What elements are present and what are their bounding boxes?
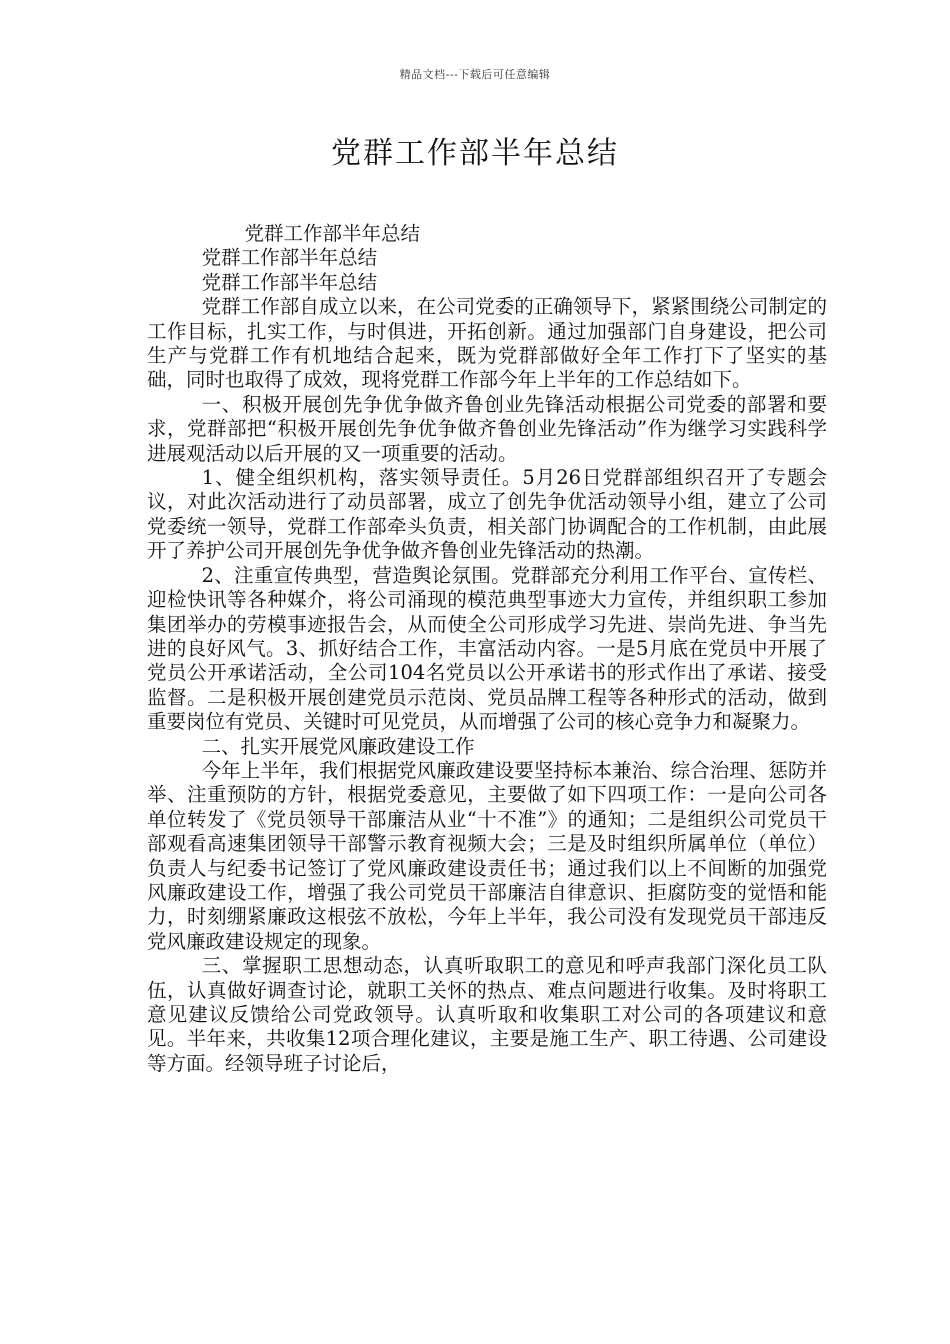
paragraph-subtitle-2: 党群工作部半年总结 — [201, 246, 378, 270]
document-body — [147, 222, 827, 1076]
paragraph-section-1-item-1: 1、健全组织机构，落实领导责任。5月26日党群部组织召开了专题会议，对此次活动进行了动员部署，成立了创先争优活动领导小组，建立了公司党委统一领导，党群工作部牵头负责，相关部门协调配合的工作机制，由此展开了养护公司开展创先争优争做齐鲁创业先锋活动的热潮。 — [147, 466, 827, 563]
header-note: 精品文档---下载后可任意编辑 — [399, 68, 551, 81]
document-title: 党群工作部半年总结 — [331, 136, 619, 171]
paragraph-section-2-heading: 二、扎实开展党风廉政建设工作 — [201, 734, 475, 758]
paragraph-subtitle-1: 党群工作部半年总结 — [244, 222, 421, 245]
paragraph-section-2-body: 今年上半年，我们根据党风廉政建设要坚持标本兼治、综合治理、惩防并举、注重预防的方针，根据党委意见，主要做了如下四项工作：一是向公司各单位转发了《党员领导干部廉洁从业“十不准”》的通知；二是组织公司党员干部观看高速集团领导干部警示教育视频大会；三是及时组织所属单位（单位）负责人与纪委书记签订了党风廉政建设责任书；通过我们以上不间断的加强党风廉政建设工作，增强了我公司党员干部廉洁自律意识、拒腐防变的觉悟和能力，时刻绷紧廉政这根弦不放松，今年上半年，我公司没有发现党员干部违反党风廉政建设规定的现象。 — [147, 758, 827, 953]
paragraph-subtitle-3: 党群工作部半年总结 — [201, 270, 378, 294]
paragraph-intro: 党群工作部自成立以来，在公司党委的正确领导下，紧紧围绕公司制定的工作目标，扎实工作，与时俱进，开拓创新。通过加强部门自身建设，把公司生产与党群工作有机地结合起来，既为党群部做好全年工作打下了坚实的基础，同时也取得了成效，现将党群工作部今年上半年的工作总结如下。 — [147, 295, 827, 392]
paragraph-section-1: 一、积极开展创先争优争做齐鲁创业先锋活动根据公司党委的部署和要求，党群部把“积极开展创先争优争做齐鲁创业先锋活动”作为继学习实践科学进展观活动以后开展的又一项重要的活动。 — [147, 392, 827, 465]
paragraph-section-3: 三、掌握职工思想动态，认真听取职工的意见和呼声我部门深化员工队伍，认真做好调查讨论，就职工关怀的热点、难点问题进行收集。及时将职工意见建议反馈给公司党政领导。认真听取和收集职工对公司的各项建议和意见。半年来，共收集12项合理化建议，主要是施工生产、职工待遇、公司建设等方面。经领导班子讨论后， — [147, 954, 827, 1075]
paragraph-section-1-item-2: 2、注重宣传典型，营造舆论氛围。党群部充分利用工作平台、宣传栏、迎检快讯等各种媒介，将公司涌现的模范典型事迹大力宣传，并组织职工参加集团举办的劳模事迹报告会，从而使全公司形成学习先进、崇尚先进、争当先进的良好风气。3、抓好结合工作，丰富活动内容。一是5月底在党员中开展了党员公开承诺活动，全公司104名党员以公开承诺书的形式作出了承诺、接受监督。二是积极开展创建党员示范岗、党员品牌工程等各种形式的活动，做到重要岗位有党员、关键时可见党员，从而增强了公司的核心竞争力和凝聚力。 — [147, 563, 827, 734]
